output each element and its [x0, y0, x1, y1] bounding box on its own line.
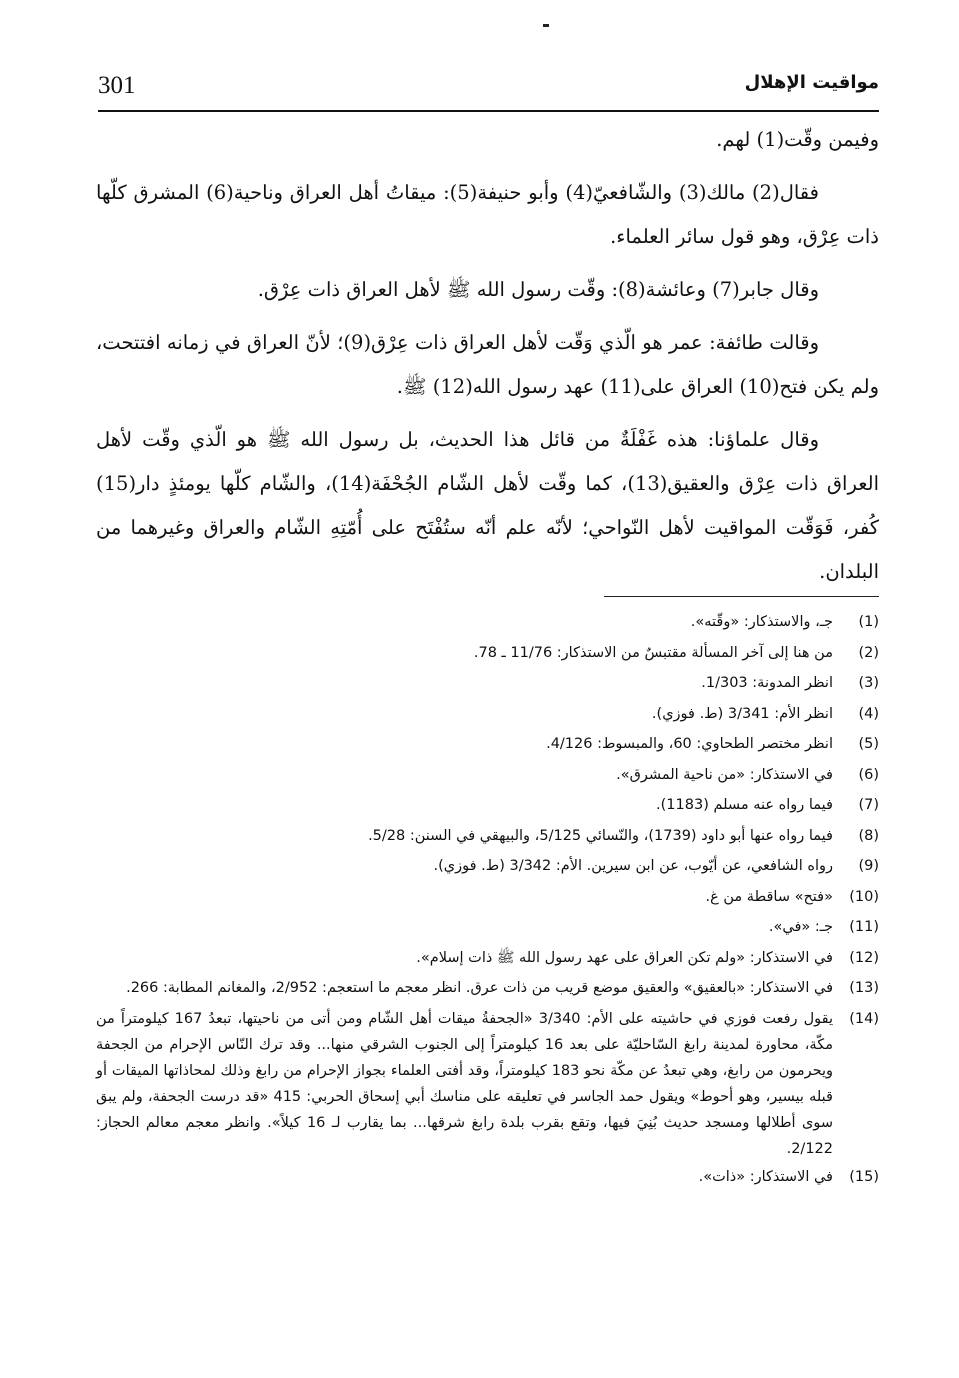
footnote-separator [604, 596, 879, 597]
footnote-text: فيما رواه عنه مسلم (1183). [656, 797, 833, 813]
running-title: مواقيت الإهلال [744, 72, 879, 93]
footnote-text: فيما رواه عنها أبو داود (1739)، والنّسائي 5/125، والبيهقي في السنن: 5/28. [368, 827, 833, 844]
paragraph: فقال(2) مالك(3) والشّافعيّ(4) وأبو حنيفة(5): ميقاتُ أهل العراق وناحية(6) المشرق كلّها ذات عِرْق، وهو قول سائر العلماء. [96, 181, 879, 248]
footnote-text: انظر مختصر الطحاوي: 60، والمبسوط: 4/126. [546, 736, 833, 752]
footnote [96, 1004, 879, 1162]
footnote-text: في الاستذكار: «ولم تكن العراق على عهد رسول الله ﷺ ذات إسلام». [416, 949, 833, 966]
footnote [96, 943, 879, 974]
footnote-number: (6) [858, 766, 879, 783]
footnote-number: (2) [858, 644, 879, 661]
footnote [96, 638, 879, 669]
footnote [96, 760, 879, 791]
footnote [96, 729, 879, 760]
footnote-number: (1) [858, 614, 879, 630]
footnote-number: (13) [849, 980, 879, 996]
footnote [96, 668, 879, 699]
footnote-number: (7) [858, 797, 879, 813]
main-text [96, 118, 879, 603]
page-header [98, 68, 879, 108]
footnote-text: انظر المدونة: 1/303. [701, 675, 833, 691]
footnote [96, 699, 879, 730]
footnote-text: يقول رفعت فوزي في حاشيته على الأم: 3/340 «الجحفةُ ميقات أهل الشّام ومن أتى من ناحيتها، تبعدُ 167 كيلومتراً من مكّة، محاورة لمدينة رابغ السّاحليّة على بعد 16 كيلومتراً إلى الجنوب الشرقي منها... وقد ترك النّاس الإحرام من الجحفة ويحرمون من رابغ، وهي تبعدُ عن مكّة نحو 183 كيلومتراً، وقد أفتى العلماء بجواز الإحرام من رابغ وذلك لمحاذاتها الميقات أو قبله بيسير، وهو أحوط» ويقول حمد الجاسر في تعليقه على مناسك أبي إسحاق الحربي: 415 «قد درست الجحفة، ولم يبق سوى أطلالها ومسجد حديث بُنِيَ فيها، وتقع بقرب بلدة رابغ شرقها... بما يقارب لـ 16 كيلاً». وانظر معجم معالم الحجاز: 2/122. [96, 1010, 834, 1157]
footnote [96, 912, 879, 943]
footnote-text: جـ: «في». [768, 919, 833, 935]
footnote-text: من هنا إلى آخر المسألة مقتبسٌ من الاستذكار: 11/76 ـ 78. [473, 644, 833, 661]
footnote-number: (4) [858, 705, 879, 722]
footnote-text: رواه الشافعي، عن أيّوب، عن ابن سيرين. الأم: 3/342 (ط. فوزي). [433, 858, 833, 874]
footnote-number: (10) [849, 888, 879, 905]
paragraph: وفيمن وقّت(1) لهم. [716, 128, 879, 151]
paragraph: وقال علماؤنا: هذه غَفْلَةٌ من قائل هذا الحديث، بل رسول الله ﷺ هو الّذي وقّت لأهل العراق ذات عِرْق والعقيق(13)، كما وقّت لأهل الشّام الجُحْفَة(14)، والشّام كلّها يومئذٍ دار(15) كُفر، فَوَقّت المواقيت لأهل النّواحي؛ لأنّه علم أنّه ستُفْتَح على أُمّتِهِ الشّام والعراق وغيرهما من البلدان. [96, 428, 879, 583]
footnote-number: (3) [858, 675, 879, 691]
footnote-text: «فتح» ساقطة من غ. [705, 888, 833, 905]
footnote-number: (5) [858, 736, 879, 752]
footnote-text: انظر الأم: 3/341 (ط. فوزي). [651, 705, 833, 722]
footnote-number: (12) [849, 949, 879, 966]
footnote-text: جـ، والاستذكار: «وقّته». [690, 614, 833, 630]
footnotes [96, 607, 879, 1192]
footnote [96, 851, 879, 882]
footnote-number: (8) [858, 827, 879, 844]
footnote-number: (11) [849, 919, 879, 935]
ink-mark [543, 24, 549, 27]
footnote-number: (9) [858, 858, 879, 874]
footnote [96, 882, 879, 913]
header-rule [98, 110, 879, 112]
footnote-text: في الاستذكار: «ذات». [698, 1168, 833, 1185]
footnote [96, 607, 879, 638]
footnote-text: في الاستذكار: «من ناحية المشرق». [616, 766, 833, 783]
footnote [96, 821, 879, 852]
footnote-number: (14) [849, 1010, 879, 1027]
page-number: 301 [98, 72, 136, 99]
footnote [96, 973, 879, 1004]
paragraph: وقال جابر(7) وعائشة(8): وقّت رسول الله ﷺ لأهل العراق ذات عِرْق. [257, 278, 819, 301]
paragraph: وقالت طائفة: عمر هو الّذي وَقّت لأهل العراق ذات عِرْق(9)؛ لأنّ العراق في زمانه افتتحت، ولم يكن فتح(10) العراق على(11) عهد رسول الله(12) ﷺ. [96, 331, 879, 398]
footnote-number: (15) [849, 1168, 879, 1185]
footnote [96, 1162, 879, 1193]
footnote [96, 790, 879, 821]
footnote-text: في الاستذكار: «بالعقيق» والعقيق موضع قريب من ذات عرق. انظر معجم ما استعجم: 2/952، والمغانم المطابة: 266. [126, 980, 833, 996]
